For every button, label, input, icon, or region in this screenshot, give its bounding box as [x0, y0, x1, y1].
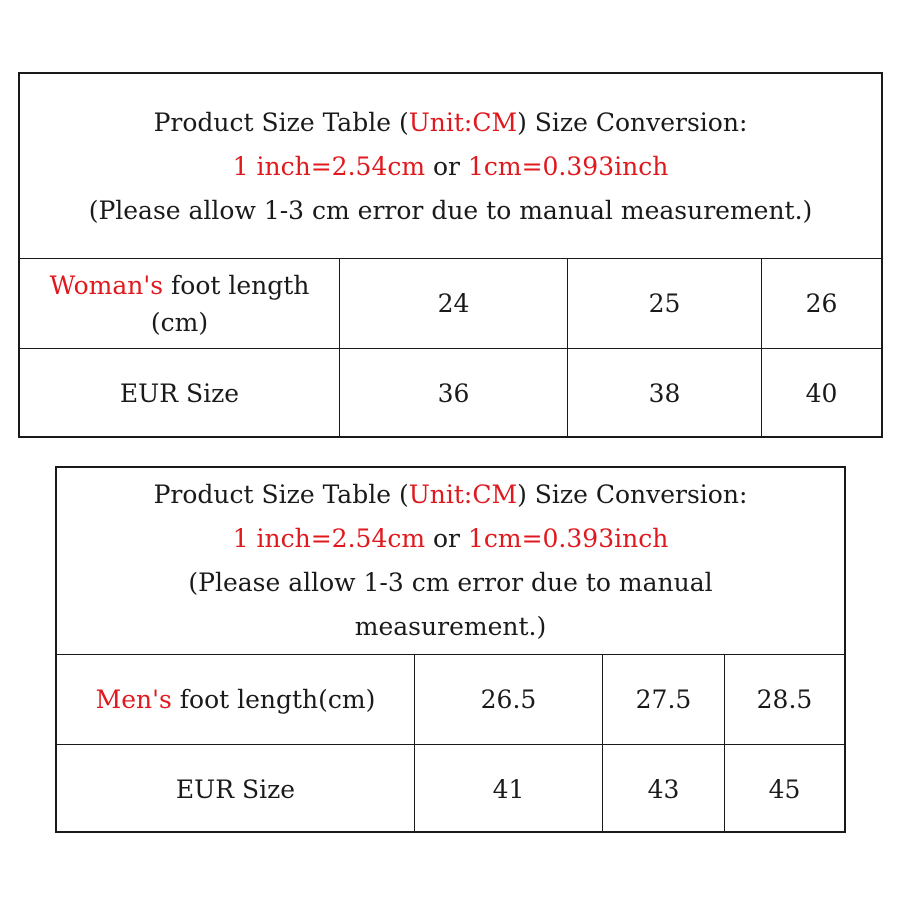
gender-label: Men's: [95, 685, 172, 714]
table-cell: 28.5: [724, 655, 844, 744]
row-label-text: [96, 681, 376, 718]
header-title-line: [57, 473, 844, 517]
conversion-or: or: [425, 524, 468, 553]
foot-length-label: foot length (cm): [150, 270, 318, 337]
header-title-line: [20, 101, 881, 145]
measurement-note: (Please allow 1-3 cm error due to manual measurement.): [188, 568, 713, 641]
table-cell: 27.5: [602, 655, 724, 744]
conversion-line: [20, 145, 881, 189]
conversion-inch-to-cm: 1 inch=2.54cm: [232, 152, 426, 181]
conversion-cm-to-inch: 1cm=0.393inch: [467, 152, 669, 181]
title-suffix: ) Size Conversion:: [517, 108, 748, 137]
men-size-table: [55, 466, 846, 833]
row-label: [57, 655, 414, 744]
foot-length-row: [20, 259, 881, 348]
conversion-cm-to-inch: 1cm=0.393inch: [467, 524, 669, 553]
table-cell: 24: [339, 259, 567, 348]
table-cell: 36: [339, 349, 567, 437]
eur-size-row: [57, 744, 844, 833]
unit-label: Unit:CM: [408, 480, 518, 509]
row-label: [20, 259, 339, 348]
gender-label: Woman's: [49, 270, 164, 300]
row-label: EUR Size: [175, 774, 296, 804]
foot-length-row: [57, 655, 844, 744]
conversion-inch-to-cm: 1 inch=2.54cm: [232, 524, 426, 553]
row-label: EUR Size: [119, 378, 240, 408]
title-suffix: ) Size Conversion:: [517, 480, 748, 509]
row-label-text: [34, 267, 325, 341]
measurement-note: (Please allow 1-3 cm error due to manual measurement.): [88, 196, 813, 225]
table-cell: 43: [602, 745, 724, 833]
table-cell: 38: [567, 349, 761, 437]
table-cell: 41: [414, 745, 602, 833]
men-table-header: [57, 468, 844, 655]
table-cell: 45: [724, 745, 844, 833]
woman-size-table: [18, 72, 883, 438]
foot-length-label: foot length(cm): [171, 685, 376, 714]
eur-size-row: [20, 348, 881, 437]
title-prefix: Product Size Table (: [153, 480, 409, 509]
title-prefix: Product Size Table (: [153, 108, 409, 137]
table-cell: 25: [567, 259, 761, 348]
unit-label: Unit:CM: [408, 108, 518, 137]
conversion-or: or: [425, 152, 468, 181]
woman-table-header: [20, 74, 881, 259]
table-cell: 40: [761, 349, 881, 437]
table-cell: 26.5: [414, 655, 602, 744]
conversion-line: [57, 517, 844, 561]
table-cell: 26: [761, 259, 881, 348]
